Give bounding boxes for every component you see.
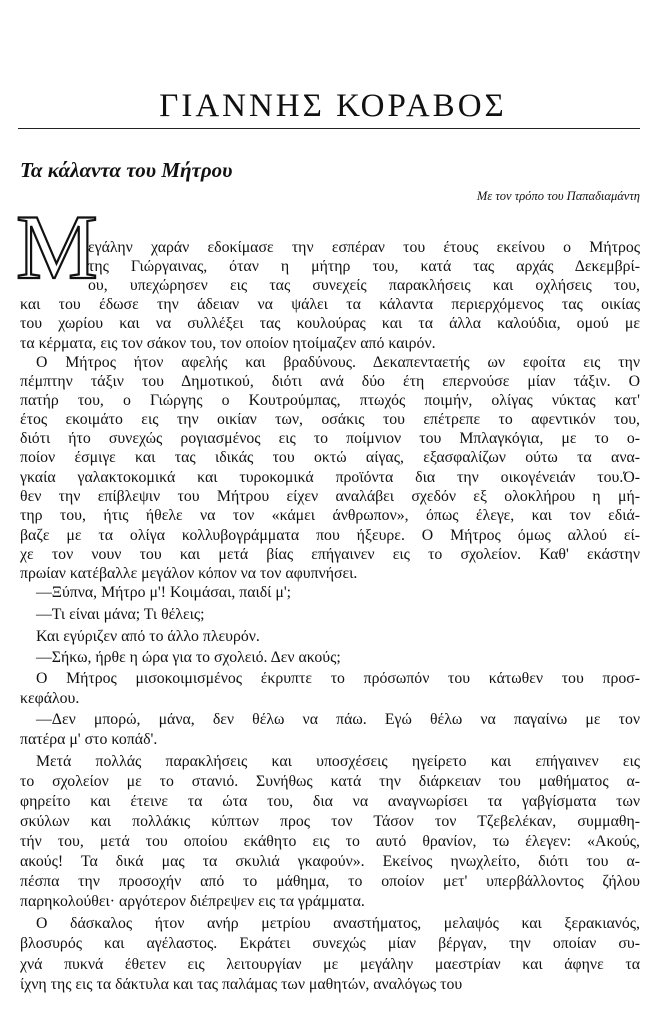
text-line: ίχνη της εις τα δάκτυλα και τας παλάμας των μαθητών, αναλόγως του — [20, 976, 463, 993]
text-line: —Ξύπνα, Μήτρο μ'! Κοιμάσαι, παιδί μ'; — [36, 584, 292, 601]
text-line: τήν του, μετά του οποίου εκάθητο εις το αυτό θρανίον, τω έλεγεν: «Ακούς, — [20, 833, 640, 850]
text-line: εγάλην χαράν εδοκίμασε την εσπέραν του έτους εκείνου ο Μήτρος — [88, 239, 640, 256]
author-heading: ΓΙΑΝΝΗΣ ΚΟΡΑΒΟΣ — [159, 88, 507, 124]
text-line: της Γιώργαινας, όταν η μήτηρ του, κατά τας αρχάς Δεκεμβρί- — [88, 258, 640, 275]
heading-rule — [18, 128, 640, 129]
text-line: του χωρίου και να συλλέξει τας κουλούρας και τα άλλα καλούδια, ομού με — [20, 315, 640, 332]
text-line: χνά πυκνά έθετεν εις λειτουργίαν με μεγάλην μαεστρίαν και άφηνε τα — [20, 956, 640, 973]
text-line: πρωίαν κατέβαλλε μεγάλον κόπον να τον αφυπνήσει. — [20, 565, 358, 582]
text-line: ου, υπεχώρησεν εις τας συνεχείς παρακλήσεις και οχλήσεις του, — [88, 277, 640, 294]
story-title: Τα κάλαντα του Μήτρου — [20, 158, 233, 182]
text-line: Ο δάσκαλος ήτον ανήρ μετρίου αναστήματος, μελαψός και ξερακιανός, — [36, 915, 640, 932]
epigraph: Με τον τρόπο του Παπαδιαμάντη — [476, 189, 640, 203]
text-line: έτος εκοιμάτο εις την οικίαν των, οσάκις του επέτρεπε το αφεντικόν του, — [20, 411, 640, 428]
text-line: πατήρ του, ο Γιώργης ο Κουτρούμπας, πτωχός ποιμήν, ολίγας νύκτας κατ' — [20, 392, 640, 409]
text-line: διότι ήτο συνεχώς ρογιασμένος εις το ποίμνιον του Μπλαγκόγια, με το ο- — [20, 430, 640, 447]
text-line: το σχολείον με το στανιό. Συνήθως κατά την διάρκειαν του μαθήματος α- — [20, 773, 640, 790]
text-line: —Δεν μπορώ, μάνα, δεν θέλω να πάω. Εγώ θέλω να παγαίνω με τον — [36, 711, 640, 728]
text-line: πέσπα την προσοχήν από το μάθημα, το οποίον μετ' υπερβάλλοντος ζήλου — [20, 873, 640, 890]
text-line: γκαία γαλακτοκομικά και τυροκομικά προϊόντα δια την οικογένειάν του.Ό- — [20, 469, 640, 486]
text-line: χε τον νουν του και μετά βίας επήγαινεν εις το σχολείον. Καθ' εκάστην — [20, 546, 640, 563]
text-line: πατέρα μ' στο κοπάδ'. — [20, 731, 158, 748]
text-line: βαζε με τα ολίγα κολλυβογράμματα που ήξευρε. Ο Μήτρος όμως αλλού εί- — [20, 527, 640, 544]
text-line: ποίον έσμιγε και τας ιδικάς του οκτώ αίγας, εξασφαλίζων ούτω τα ανα- — [20, 449, 640, 466]
text-line: βλοσυρός και αγέλαστος. Εκράτει συνεχώς μίαν βέργαν, την οποίαν συ- — [20, 935, 640, 952]
text-line: πέμπτην τάξιν του Δημοτικού, διότι ανά δύο έτη επερνούσε μίαν τάξιν. Ο — [20, 373, 640, 390]
text-line: τηρ του, ήτις ήθελε να τον «κάμει άνθρωπον», όπως έλεγε, και τον εδιά- — [20, 507, 640, 524]
text-line: Και εγύριζεν από το άλλο πλευρόν. — [36, 628, 260, 645]
text-line: Ο Μήτρος μισοκοιμισμένος έκρυπτε το πρόσωπόν του κάτωθεν του προσ- — [36, 670, 640, 687]
text-line: Μετά πολλάς παρακλήσεις και υποσχέσεις ηγείρετο και επήγαινεν εις — [36, 753, 640, 770]
drop-cap: Μ — [16, 196, 98, 298]
text-line: και του έδωσε την άδειαν να ψάλει τα κάλαντα περιερχόμενος τας οικίας — [20, 296, 640, 313]
text-line: κεφάλου. — [20, 690, 80, 707]
text-line: φηρείτο και έτεινε τα ώτα του, δια να αναγνωρίσει τα γαβγίσματα των — [20, 793, 640, 810]
text-line: —Σήκω, ήρθε η ώρα για το σχολειό. Δεν ακούς; — [36, 649, 341, 666]
text-line: παρηκολούθει· αργότερον διέπρεψεν εις τα γράμματα. — [20, 893, 365, 910]
text-line: τα κέρματα, εις τον σάκον του, τον οποίον ητοίμαζεν από καιρόν. — [20, 335, 436, 352]
text-line: σκύλων και πολλάκις κύπτων προς τον Τάσον τον Τζεβελέκαν, συμμαθη- — [20, 813, 640, 830]
text-line: —Τι είναι μάνα; Τι θέλεις; — [36, 606, 205, 623]
text-line: ακούς! Τα δικά μας τα σκυλιά γκαφούν». Εκείνος ηνωχλείτο, διότι του α- — [20, 853, 640, 870]
text-line: Ο Μήτρος ήτον αφελής και βραδύνους. Δεκαπενταετής ων εφοίτα εις την — [36, 354, 640, 371]
text-line: θεν την επίβλεψιν του Μήτρου είχεν αναλάβει σχεδόν εξ ολοκλήρου η μή- — [20, 488, 640, 505]
